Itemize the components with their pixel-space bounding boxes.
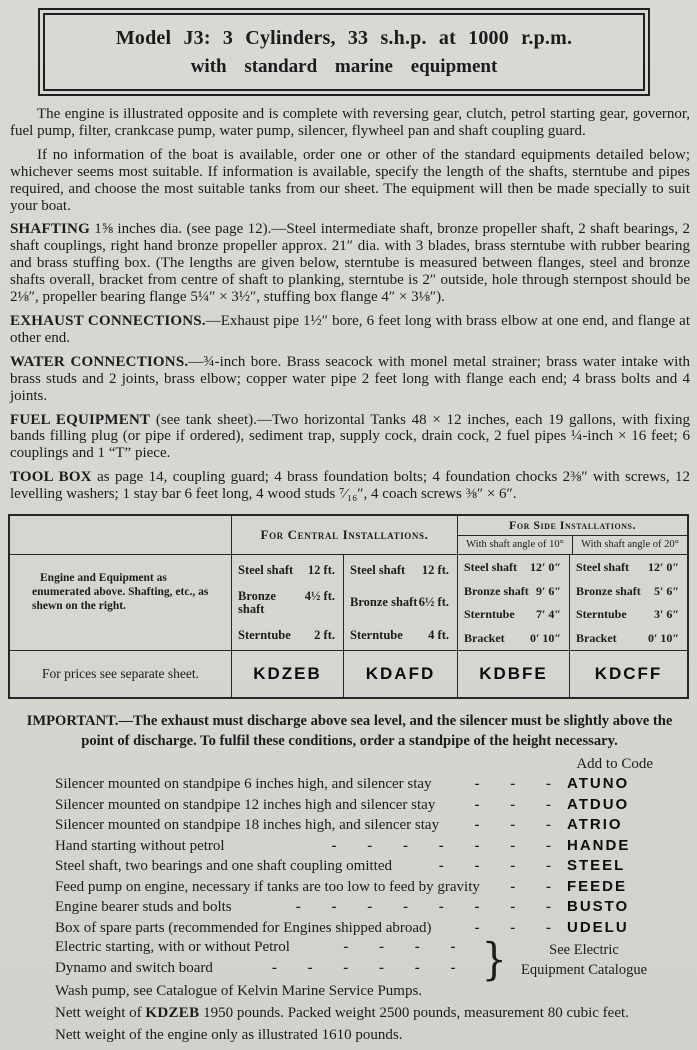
page-title-line2: with standard marine equipment: [190, 56, 498, 77]
option-row-dynamo: [55, 960, 482, 981]
intro-paragraph-2: If no information of the boat is available, order one or other of the standard equipments detailed below; whichever seems most suitable. If information is available, specify the length of the shafts, sterntube and pipes required, and choose the most suitable tanks from our sheet. The equipment will then be made specially to suit your boat.: [10, 146, 690, 214]
row-value: 3′ 6″: [653, 607, 679, 622]
row-value: 6½ ft.: [418, 595, 449, 610]
option-code: HANDE: [567, 836, 631, 854]
prices-note: For prices see separate sheet.: [10, 651, 232, 697]
row-label: Steel shaft: [238, 563, 294, 578]
table-row: [238, 564, 338, 577]
row-value: 7′ 4″: [535, 607, 561, 622]
row-label: Bracket: [464, 631, 505, 645]
row-value: 12′ 0″: [529, 560, 561, 575]
row-value: 5′ 6″: [653, 583, 679, 598]
water-label: WATER CONNECTIONS.: [10, 353, 189, 370]
dash-leader: - - -: [474, 776, 551, 793]
option-label: Box of spare parts (recommended for Engines shipped abroad): [55, 919, 432, 936]
shafting-paragraph: [10, 221, 690, 306]
option-code: FEEDE: [567, 877, 628, 895]
fuel-label: FUEL EQUIPMENT: [10, 411, 151, 428]
electric-note-line1: See Electric: [549, 941, 619, 958]
toolbox-text: as page 14, coupling guard; 4 brass foundation bolts; 4 foundation chocks 2⅜″ with screws, 12 levelling washers; 1 stay bar 6 feet long, 4 wood studs ⁷⁄₁₆″, 4 coach screws ⅜″ × 6″.: [10, 469, 690, 503]
row-value: 12 ft.: [421, 563, 449, 578]
wash-pump-line: Wash pump, see Catalogue of Kelvin Marine Service Pumps.: [55, 983, 423, 1000]
option-code: ATDUO: [567, 795, 630, 813]
table-row: [576, 608, 682, 620]
table-row: [464, 632, 564, 644]
row-value: 9′ 6″: [535, 583, 561, 598]
row-label: Sterntube: [576, 607, 627, 622]
option-row-udelu: [55, 919, 657, 940]
table-left-description: Engine and Equipment as enumerated above. Shafting, etc., as shewn on the right.: [10, 555, 232, 651]
exhaust-paragraph: [10, 313, 690, 347]
dash-leader: - -: [510, 878, 551, 895]
row-label: Sterntube: [350, 627, 403, 642]
title-box-inner: [43, 13, 645, 91]
table-row: [238, 629, 338, 642]
option-code: ATRIO: [567, 816, 623, 834]
option-row-electric-starting: [55, 939, 482, 960]
row-label: Bronze shaft: [576, 583, 641, 598]
title-box: [38, 8, 650, 96]
table-row: [350, 596, 452, 609]
table-header-empty-cell: [10, 516, 232, 555]
central-column-2: [344, 555, 458, 651]
dash-leader: - - -: [474, 796, 551, 813]
important-label: IMPORTANT.: [26, 713, 119, 730]
row-label: Steel shaft: [464, 560, 517, 575]
row-value: 0′ 10″: [529, 631, 561, 645]
code-kdzeb: KDZEB: [232, 651, 344, 697]
side-installations-header: For Side Installations.: [458, 516, 687, 536]
table-row: [576, 561, 682, 573]
row-value: 12′ 0″: [647, 560, 679, 575]
row-label: Bracket: [576, 631, 617, 645]
dash-leader: - - - - - - - -: [295, 899, 551, 916]
side-sub-header-20: With shaft angle of 20°: [581, 539, 679, 551]
side-column-10: [458, 555, 570, 651]
option-label: Silencer mounted on standpipe 6 inches high, and silencer stay: [55, 776, 432, 793]
electric-options-group: [55, 934, 657, 985]
exhaust-label: EXHAUST CONNECTIONS.: [10, 312, 206, 329]
central-column-1: [232, 555, 344, 651]
nett-weight-line-2: Nett weight of the engine only as illustrated 1610 pounds.: [55, 1027, 403, 1044]
option-row-atrio: [55, 816, 657, 837]
code-kdcff: KDCFF: [594, 664, 663, 684]
dash-leader: - - - - - -: [271, 959, 456, 976]
fuel-paragraph: [10, 412, 690, 463]
option-code: BUSTO: [567, 898, 630, 916]
shafting-text: 1⅝ inches dia. (see page 12).—Steel intermediate shaft, bronze propeller shaft, 2 shaft bearings, 2 shaft couplings, right hand bronze propeller approx. 21″ dia. with 3 blades, brass sterntube with rubber bearing and brass stuffing box. (The lengths are given below, sterntube is measured between flanges, steel and bronze shafts overall, bracket from centre of shaft to planking, sterntube is 2″ outside, hole through sternpost should be 2⅛″, propeller bearing flange 5¼″ × 3½″, stuffing box flange 4″ × 3⅛″).: [10, 221, 690, 306]
table-row: [464, 608, 564, 620]
nett-suffix: 1950 pounds. Packed weight 2500 pounds, measurement 80 cubic feet.: [199, 1005, 629, 1022]
option-label: Electric starting, with or without Petrol: [55, 939, 290, 956]
nett-weight-line-1: [55, 1003, 687, 1024]
option-code: STEEL: [567, 857, 626, 875]
important-note: [16, 711, 683, 751]
important-text: —The exhaust must discharge above sea level, and the silencer must be slightly above the point of discharge. To fulfil these conditions, order a standpipe of the height necessary.: [81, 713, 673, 750]
option-label: Steel shaft, two bearings and one shaft coupling omitted: [55, 858, 393, 875]
side-installations-header-group: [458, 516, 687, 555]
water-paragraph: [10, 354, 690, 405]
table-row: [576, 632, 682, 644]
intro-paragraph-1: The engine is illustrated opposite and is complete with reversing gear, clutch, petrol starting gear, governor, fuel pump, filter, crankcase pump, water pump, silencer, flywheel pan and shaft coupling guard.: [10, 106, 690, 139]
table-row: [464, 561, 564, 573]
row-value: 2 ft.: [314, 627, 335, 642]
option-label: Silencer mounted on standpipe 18 inches high, and silencer stay: [55, 817, 440, 834]
row-value: 12 ft.: [307, 563, 335, 578]
shafting-label: SHAFTING: [10, 221, 90, 238]
equipment-table: [8, 514, 689, 699]
dash-leader: - - -: [474, 919, 551, 936]
option-row-feede: [55, 878, 657, 899]
option-row-busto: [55, 898, 657, 919]
option-code: ATUNO: [567, 775, 630, 793]
exhaust-text: —Exhaust pipe 1½″ bore, 6 feet long with brass elbow at one end, and flange at other end.: [10, 312, 691, 346]
table-row: [350, 564, 452, 577]
toolbox-label: TOOL BOX: [10, 469, 92, 486]
nett-code: KDZEB: [145, 1005, 200, 1022]
table-row: [350, 629, 452, 642]
electric-note: [511, 940, 657, 980]
option-label: Hand starting without petrol: [55, 837, 225, 854]
code-kdbfe: KDBFE: [458, 651, 570, 697]
row-label: Steel shaft: [350, 563, 406, 578]
option-label: Dynamo and switch board: [55, 959, 213, 976]
option-row-atduo: [55, 796, 657, 817]
side-column-20: [570, 555, 687, 651]
row-label: Bronze shaft: [350, 595, 418, 610]
dash-leader: - - -: [474, 817, 551, 834]
table-row: [464, 585, 564, 597]
row-label: Bronze shaft: [238, 589, 276, 616]
dash-leader: - - - -: [438, 858, 551, 875]
row-label: Bronze shaft: [464, 583, 529, 598]
table-row: [576, 585, 682, 597]
option-code: UDELU: [567, 918, 629, 936]
side-sub-header-10: With shaft angle of 10°: [458, 536, 573, 555]
water-text: —¾-inch bore. Brass seacock with monel metal strainer; brass water intake with brass studs and 2 joints, brass elbow; copper water pipe 2 feet long with flange each end; 4 brass bolts and 4 joints.: [10, 353, 690, 404]
option-label: Feed pump on engine, necessary if tanks are too low to feed by gravity: [55, 878, 480, 895]
fuel-text: (see tank sheet).—Two horizontal Tanks 48 × 12 inches, each 19 gallons, with fixing bands filling plug (or pipe if ordered), sediment trap, supply cock, drain cock, 2 fuel pipes ¼-inch × 16 feet; 6 couplings and 1 “T” piece.: [10, 411, 690, 462]
option-row-hande: [55, 837, 657, 858]
option-label: Silencer mounted on standpipe 12 inches high and silencer stay: [55, 796, 436, 813]
page-title-line1: Model J3: 3 Cylinders, 33 s.h.p. at 1000 r.p.m.: [115, 27, 573, 49]
brace-glyph: }: [481, 934, 507, 985]
dash-leader: - - - - - - -: [331, 837, 551, 854]
option-row-atuno: [55, 775, 657, 796]
toolbox-paragraph: [10, 469, 690, 503]
row-label: Sterntube: [464, 607, 515, 622]
option-row-steel: [55, 857, 657, 878]
row-value: 4 ft.: [428, 627, 449, 642]
row-value: 4½ ft.: [304, 589, 335, 604]
code-kdafd: KDAFD: [344, 651, 458, 697]
dash-leader: - - - -: [343, 939, 456, 956]
option-label: Engine bearer studs and bolts: [55, 899, 232, 916]
row-value: 0′ 10″: [647, 631, 679, 645]
table-row: [238, 590, 338, 615]
add-to-code-header: Add to Code: [576, 756, 653, 773]
row-label: Steel shaft: [576, 560, 629, 575]
central-installations-header: For Central Installations.: [232, 516, 458, 555]
electric-note-line2: Equipment Catalogue: [520, 961, 648, 978]
nett-prefix: Nett weight of: [55, 1005, 146, 1022]
row-label: Sterntube: [238, 627, 291, 642]
